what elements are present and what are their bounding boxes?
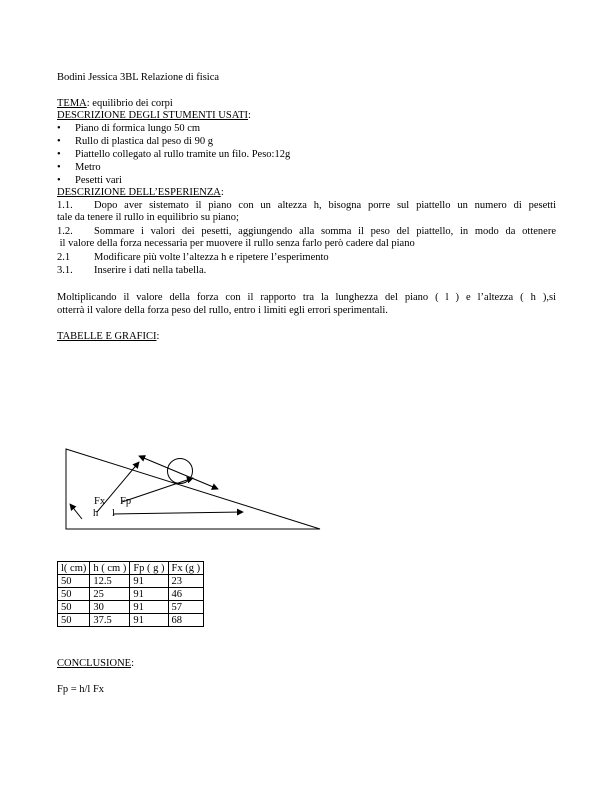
document-header: Bodini Jessica 3BL Relazione di fisica (57, 72, 220, 83)
table-cell: 68 (168, 614, 204, 627)
tabelle-heading-colon: : (156, 331, 160, 342)
table-cell: 91 (130, 601, 168, 614)
step-text-line2: il valore della forza necessaria per muovere il rullo senza farlo però cadere dal piano (57, 238, 415, 249)
bullet-icon: • (57, 136, 61, 147)
step-text-line1: Dopo aver sistemato il piano con un altezza h, bisogna porre sul piattello un numero di pesetti (94, 200, 556, 211)
table-cell: 57 (168, 601, 204, 614)
table-cell: 91 (130, 588, 168, 601)
list-item-text: Metro (75, 162, 101, 173)
table-row (58, 601, 204, 614)
table-cell: 91 (130, 575, 168, 588)
table-cell: 12.5 (90, 575, 130, 588)
bullet-icon: • (57, 123, 61, 134)
label-h: h (93, 508, 99, 519)
table-cell: 50 (58, 575, 90, 588)
table-cell: 50 (58, 601, 90, 614)
tabelle-heading-text: TABELLE E GRAFICI (57, 331, 157, 342)
step-item (57, 226, 556, 250)
incline-triangle (66, 449, 320, 529)
tema-label: TEMA (57, 98, 87, 109)
tema-line (57, 98, 173, 110)
conclusione-formula: Fp = h/l Fx (57, 684, 105, 695)
paragraph-line1: Moltiplicando il valore della forza con il rapporto tra la lunghezza del piano ( l ) e l’altezza ( h ),si (57, 292, 556, 303)
table-cell: 25 (90, 588, 130, 601)
step-number: 2.1 (57, 252, 71, 263)
strumenti-heading-colon: : (248, 110, 251, 121)
table-cell: 30 (90, 601, 130, 614)
table-row (58, 588, 204, 601)
tabelle-heading (57, 331, 159, 343)
step-number: 1.2. (57, 226, 73, 237)
inclined-plane-diagram (55, 440, 330, 535)
step-number: 3.1. (57, 265, 73, 276)
column-header: l( cm) (58, 562, 90, 575)
strumenti-heading (57, 110, 251, 122)
paragraph-line2: otterrà il valore della forza peso del rullo, entro i limiti egli errori sperimentali. (57, 305, 388, 316)
fp-arrow (122, 478, 193, 502)
h-arrow (70, 504, 82, 519)
label-fp: Fp (120, 496, 132, 507)
list-item-text: Rullo di plastica dal peso di 90 g (75, 136, 213, 147)
list-item-text: Pesetti vari (75, 175, 122, 186)
conclusione-heading-colon: : (131, 658, 135, 669)
step-item (57, 252, 556, 264)
esperienza-heading (57, 187, 224, 199)
esperienza-heading-text: DESCRIZIONE DELL’ESPERIENZA (57, 187, 221, 198)
table-cell: 50 (58, 588, 90, 601)
l-arrow (113, 512, 243, 514)
step-text-line1: Inserire i dati nella tabella. (94, 265, 207, 276)
step-number: 1.1. (57, 200, 73, 211)
label-l: l (112, 508, 115, 519)
list-item-text: Piattello collegato al rullo tramite un filo. Peso:12g (75, 149, 291, 160)
column-header: h ( cm ) (90, 562, 130, 575)
step-text-line2: tale da tenere il rullo in equilibrio su piano; (57, 212, 239, 223)
esperienza-heading-colon: : (220, 187, 224, 198)
bullet-icon: • (57, 149, 61, 160)
table-row (58, 614, 204, 627)
column-header: Fp ( g ) (130, 562, 168, 575)
bullet-icon: • (57, 175, 61, 186)
data-table (57, 561, 204, 627)
conclusione-heading-text: CONCLUSIONE (57, 658, 132, 669)
table-header-row (58, 562, 204, 575)
conclusione-heading (57, 658, 134, 670)
column-header: Fx (g ) (168, 562, 204, 575)
list-item-text: Piano di formica lungo 50 cm (75, 123, 201, 134)
step-text-line1: Modificare più volte l’altezza h e ripetere l’esperimento (94, 252, 329, 263)
label-fx: Fx (94, 496, 106, 507)
step-item (57, 200, 556, 224)
table-cell: 50 (58, 614, 90, 627)
tema-text: : equilibrio dei corpi (86, 98, 173, 109)
table-cell: 37.5 (90, 614, 130, 627)
table-cell: 91 (130, 614, 168, 627)
step-item (57, 265, 556, 277)
table-cell: 46 (168, 588, 204, 601)
table-cell: 23 (168, 575, 204, 588)
bullet-icon: • (57, 162, 61, 173)
table-row (58, 575, 204, 588)
step-text-line1: Sommare i valori dei pesetti, aggiungendo alla somma il peso del piattello, in modo da ottenere (94, 226, 556, 237)
strumenti-heading-text: DESCRIZIONE DEGLI STUMENTI USATI (57, 110, 249, 121)
